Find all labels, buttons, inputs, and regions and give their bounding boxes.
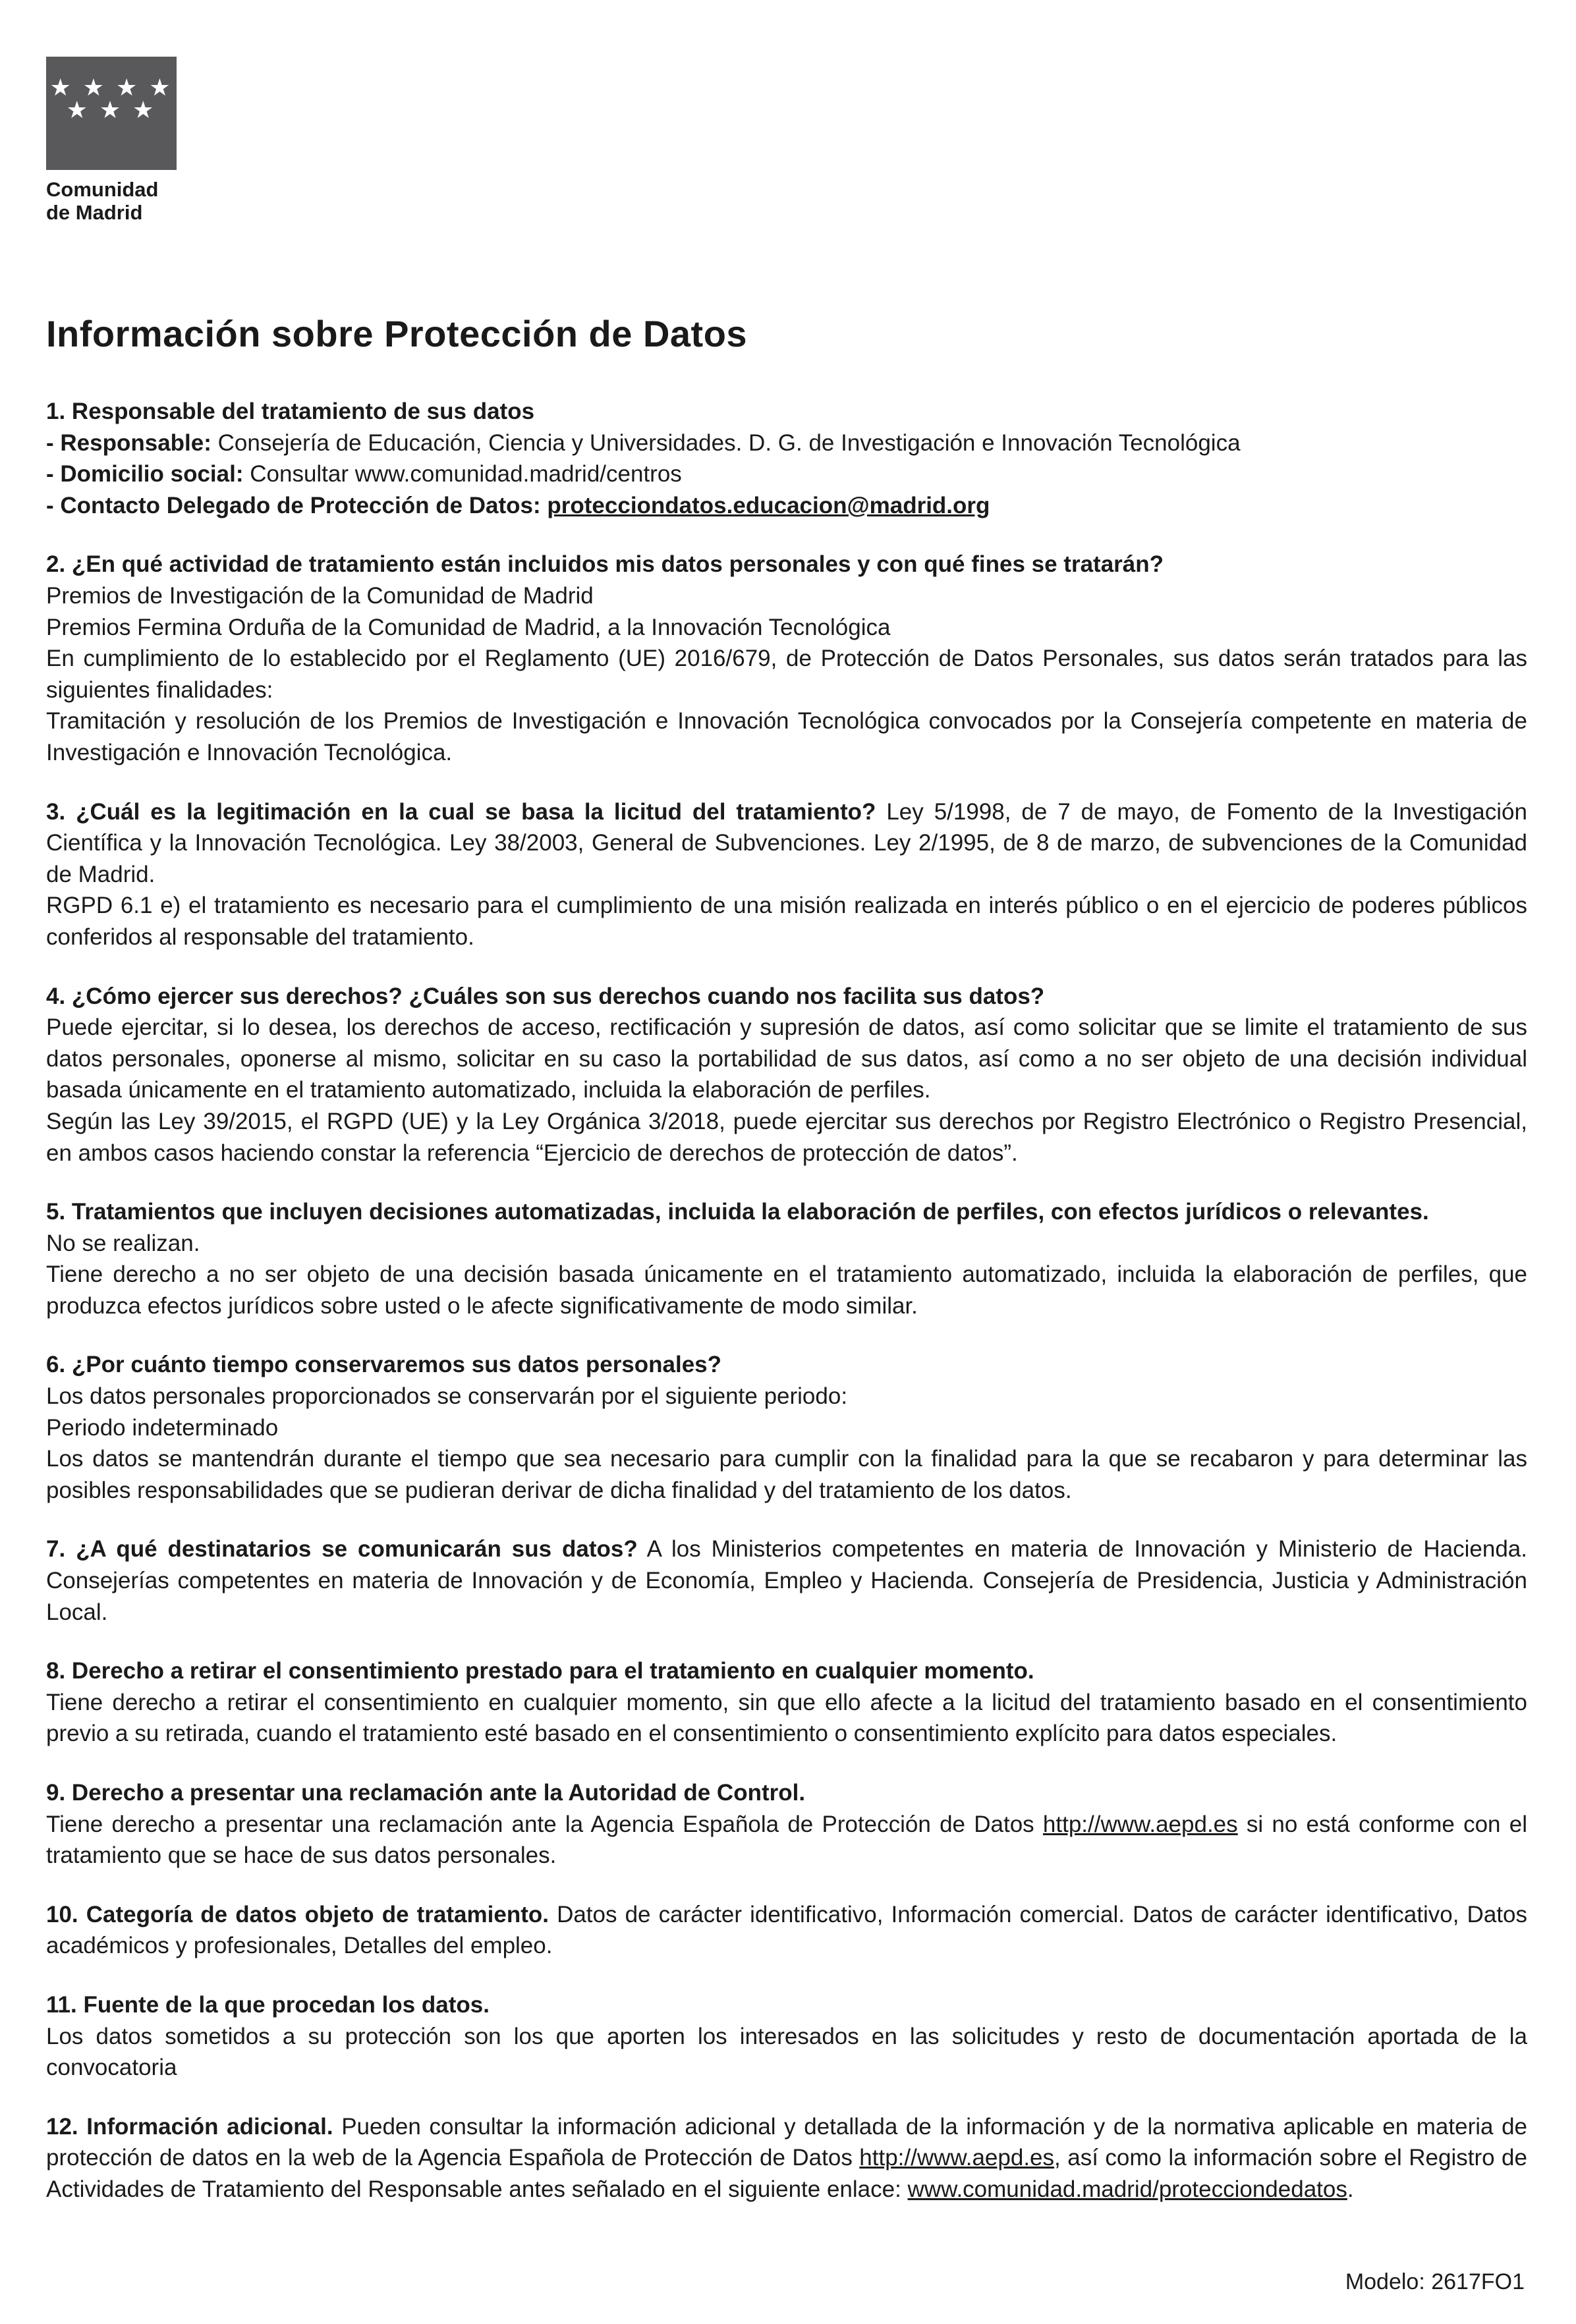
- comunidad-madrid-proteccion-link[interactable]: www.comunidad.madrid/protecciondedatos: [907, 2176, 1347, 2202]
- section-actividad-tratamiento: [46, 549, 1527, 768]
- section-destinatarios-heading: 7. ¿A qué destinatarios se comunicarán sus datos?: [46, 1536, 638, 1563]
- stars-row-top: ★ ★ ★ ★: [49, 74, 173, 101]
- logo-block: [46, 57, 1527, 224]
- adicional-text-3: .: [1347, 2176, 1354, 2202]
- actividad-paragraph: En cumplimiento de lo establecido por el Reglamento (UE) 2016/679, de Protección de Datos Personales, sus datos serán tratados para las siguientes finalidades:: [46, 646, 1527, 703]
- section-adicional-heading: 12. Información adicional.: [46, 2113, 333, 2140]
- section-actividad-heading: 2. ¿En qué actividad de tratamiento están incluidos mis datos personales y con qué fines se tratarán?: [46, 551, 1164, 578]
- actividad-paragraph: Tramitación y resolución de los Premios de Investigación e Innovación Tecnológica convocados por la Consejería competente en materia de Investigación e Innovación Tecnológica.: [46, 708, 1527, 765]
- destinatarios-text: A los Ministerios competentes en materia de Innovación y Ministerio de Hacienda. Consejerías competentes en materia de Innovación y de Economía, Empleo y Hacienda. Consejería de Presidencia, Justicia y Administración Local.: [46, 1536, 1527, 1625]
- conservacion-paragraph: Periodo indeterminado: [46, 1414, 279, 1441]
- conservacion-paragraph: Los datos personales proporcionados se conservarán por el siguiente periodo:: [46, 1383, 848, 1410]
- reclamacion-text-before: Tiene derecho a presentar una reclamación ante la Agencia Española de Protección de Datos: [46, 1811, 1034, 1837]
- madrid-stars-icon: [49, 76, 173, 121]
- destinatarios-paragraph: [46, 1534, 1527, 1628]
- reclamacion-text-after: si no está conforme con el tratamiento que se hace de sus datos personales.: [46, 1811, 1527, 1869]
- adicional-text-2: , así como la información sobre el Registro de Actividades de Tratamiento del Responsable antes señalado en el siguiente enlace:: [46, 2145, 1527, 2202]
- section-categoria-heading: 10. Categoría de datos objeto de tratamiento.: [46, 1901, 549, 1927]
- section-derechos: [46, 981, 1527, 1169]
- legitimacion-paragraph: RGPD 6.1 e) el tratamiento es necesario para el cumplimiento de una misión realizada en interés público o en el ejercicio de poderes públicos conferidos al responsable del tratamiento.: [46, 893, 1527, 950]
- dpo-email-link[interactable]: protecciondatos.educacion@madrid.org: [547, 492, 990, 518]
- section-reclamacion-heading: 9. Derecho a presentar una reclamación ante la Autoridad de Control.: [46, 1780, 806, 1806]
- dpo-label: - Contacto Delegado de Protección de Datos:: [46, 492, 541, 518]
- section-retirar-heading: 8. Derecho a retirar el consentimiento prestado para el tratamiento en cualquier momento.: [46, 1658, 1034, 1684]
- section-responsable-heading: 1. Responsable del tratamiento de sus datos: [46, 399, 535, 425]
- section-informacion-adicional: [46, 2111, 1527, 2205]
- reclamacion-paragraph: [46, 1809, 1527, 1871]
- responsable-line: [46, 428, 1527, 459]
- actividad-paragraph: Premios de Investigación de la Comunidad de Madrid: [46, 583, 594, 609]
- section-categoria-datos: [46, 1899, 1527, 1962]
- aepd-link[interactable]: http://www.aepd.es: [1042, 1811, 1238, 1837]
- document-body: [46, 396, 1527, 2205]
- domicilio-line: [46, 458, 1527, 490]
- section-reclamacion: [46, 1777, 1527, 1871]
- decisiones-paragraph: No se realizan.: [46, 1230, 200, 1256]
- section-fuente-heading: 11. Fuente de la que procedan los datos.: [46, 1991, 490, 2018]
- section-retirar-consentimiento: [46, 1655, 1527, 1750]
- section-decisiones-automatizadas: [46, 1196, 1527, 1321]
- categoria-text: Datos de carácter identificativo, Información comercial. Datos de carácter identificativo, Datos académicos y profesionales, Detalles del empleo.: [46, 1901, 1527, 1959]
- dpo-line: [46, 490, 1527, 522]
- derechos-paragraph: Según las Ley 39/2015, el RGPD (UE) y la Ley Orgánica 3/2018, puede ejercitar sus derechos por Registro Electrónico o Registro Presencial, en ambos casos haciendo constar la referencia “Ejercicio de derechos de protección de datos”.: [46, 1108, 1527, 1166]
- actividad-paragraph: Premios Fermina Orduña de la Comunidad de Madrid, a la Innovación Tecnológica: [46, 614, 891, 640]
- section-fuente-datos: [46, 1989, 1527, 2084]
- aepd-link-2[interactable]: http://www.aepd.es: [859, 2145, 1055, 2171]
- section-conservacion-heading: 6. ¿Por cuánto tiempo conservaremos sus datos personales?: [46, 1352, 722, 1378]
- legitimacion-text: Ley 5/1998, de 7 de mayo, de Fomento de la Investigación Científica y la Innovación Tecnológica. Ley 38/2003, General de Subvenciones. Ley 2/1995, de 8 de marzo, de subvenciones de la Comunidad de Madrid.: [46, 798, 1527, 887]
- stars-row-bottom: ★ ★ ★: [66, 96, 157, 123]
- retirar-paragraph: Tiene derecho a retirar el consentimiento en cualquier momento, sin que ello afecte a la licitud del tratamiento basado en el consentimiento previo a su retirada, cuando el tratamiento esté basado en el consentimiento o consentimiento explícito para datos especiales.: [46, 1689, 1527, 1747]
- responsable-value: Consejería de Educación, Ciencia y Universidades. D. G. de Investigación e Innovación Tecnológica: [217, 429, 1241, 456]
- adicional-text-1: Pueden consultar la información adicional y detallada de la información y de la normativa aplicable en materia de protección de datos en la web de la Agencia Española de Protección de Datos: [46, 2113, 1528, 2171]
- section-derechos-heading: 4. ¿Cómo ejercer sus derechos? ¿Cuáles son sus derechos cuando nos facilita sus datos?: [46, 983, 1045, 1009]
- domicilio-value: Consultar www.comunidad.madrid/centros: [250, 461, 682, 487]
- comunidad-madrid-logo: [46, 57, 177, 170]
- logo-wordmark: [46, 178, 1527, 224]
- page-title: Información sobre Protección de Datos: [46, 313, 748, 355]
- section-legitimacion: [46, 796, 1527, 953]
- logo-wordmark-line2: de Madrid: [46, 201, 143, 225]
- section-responsable: [46, 396, 1527, 521]
- model-number: Modelo: 2617FO1: [1345, 2269, 1525, 2294]
- legitimacion-paragraph: [46, 796, 1527, 891]
- categoria-paragraph: [46, 1899, 1527, 1962]
- logo-wordmark-line1: Comunidad: [46, 178, 159, 201]
- conservacion-paragraph: Los datos se mantendrán durante el tiempo que sea necesario para cumplir con la finalidad para la que se recabaron y para determinar las posibles responsabilidades que se pudieran derivar de dicha finalidad y del tratamiento de los datos.: [46, 1446, 1527, 1503]
- derechos-paragraph: Puede ejercitar, si lo desea, los derechos de acceso, rectificación y supresión de datos, así como solicitar que se limite el tratamiento de sus datos personales, oponerse al mismo, solicitar en su caso la portabilidad de sus datos, así como a no ser objeto de una decisión individual basada únicamente en el tratamiento automatizado, incluida la elaboración de perfiles.: [46, 1014, 1527, 1103]
- section-legitimacion-heading: 3. ¿Cuál es la legitimación en la cual se basa la licitud del tratamiento?: [46, 798, 876, 825]
- adicional-paragraph: [46, 2111, 1527, 2205]
- section-decisiones-heading: 5. Tratamientos que incluyen decisiones automatizadas, incluida la elaboración de perfiles, con efectos jurídicos o relevantes.: [46, 1199, 1429, 1225]
- fuente-paragraph: Los datos sometidos a su protección son los que aporten los interesados en las solicitudes y resto de documentación aportada de la convocatoria: [46, 2023, 1527, 2081]
- section-destinatarios: [46, 1534, 1527, 1628]
- responsable-label: - Responsable:: [46, 429, 211, 456]
- domicilio-label: - Domicilio social:: [46, 461, 244, 487]
- decisiones-paragraph: Tiene derecho a no ser objeto de una decisión basada únicamente en el tratamiento automatizado, incluida la elaboración de perfiles, que produzca efectos jurídicos sobre usted o le afecte significativamente de modo similar.: [46, 1261, 1527, 1319]
- section-conservacion: [46, 1349, 1527, 1506]
